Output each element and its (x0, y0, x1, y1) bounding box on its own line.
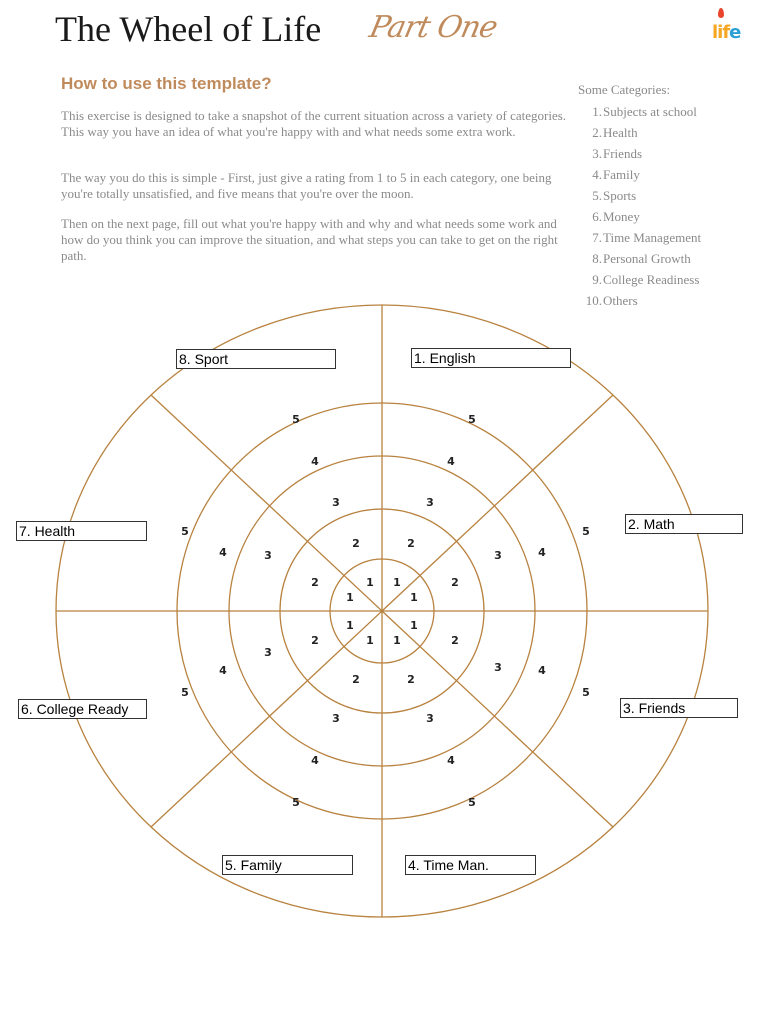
rating-label: 3 (494, 661, 502, 674)
list-item-number: 10. (585, 293, 602, 308)
rating-label: 3 (332, 712, 340, 725)
rating-label: 2 (407, 673, 415, 686)
segment-label-college-ready[interactable]: 6. College Ready (18, 699, 147, 719)
rating-label: 4 (219, 664, 227, 677)
list-item-number: 5. (592, 188, 602, 203)
segment-label-english[interactable]: 1. English (411, 348, 571, 368)
list-item-label: Subjects at school (603, 104, 697, 119)
page-subtitle: Part One (366, 10, 501, 45)
list-item-number: 7. (592, 230, 602, 245)
page-title: The Wheel of Life (55, 9, 322, 49)
list-item-number: 6. (592, 209, 602, 224)
rating-label: 2 (311, 634, 319, 647)
list-item-number: 9. (592, 272, 602, 287)
segment-label-math[interactable]: 2. Math (625, 514, 743, 534)
list-item-label: Sports (603, 188, 637, 203)
rating-label: 3 (264, 646, 272, 659)
rating-label: 5 (468, 413, 476, 426)
list-item-number: 1. (592, 104, 602, 119)
rating-label: 2 (451, 576, 459, 589)
rating-label: 3 (426, 496, 434, 509)
list-item-label: Others (603, 293, 638, 308)
rating-label: 5 (181, 525, 189, 538)
instructions-heading: How to use this template? (61, 74, 272, 93)
rating-label: 2 (407, 537, 415, 550)
list-item-label: Friends (603, 146, 642, 161)
instructions-paragraph-1: This exercise is designed to take a snapshot of the current situation across a variety of categories. This way you have an idea of what you're happy with and what needs some extra work. (61, 108, 567, 139)
rating-label: 3 (426, 712, 434, 725)
rating-label: 1 (410, 591, 418, 604)
instructions-paragraph-3: Then on the next page, fill out what you're happy with and why and what needs some work and how do you think you can improve the situation, and what steps you can take to get on the right path. (61, 216, 558, 263)
segment-label-time-management[interactable]: 4. Time Man. (405, 855, 536, 875)
rating-label: 2 (352, 673, 360, 686)
rating-label: 4 (538, 664, 546, 677)
segment-label-sport[interactable]: 8. Sport (176, 349, 336, 369)
list-item-number: 3. (592, 146, 602, 161)
list-item-label: Health (603, 125, 638, 140)
rating-label: 1 (366, 576, 374, 589)
rating-label: 1 (410, 619, 418, 632)
rating-label: 1 (393, 634, 401, 647)
segment-label-health[interactable]: 7. Health (16, 521, 147, 541)
logo-text-accent: e (729, 22, 741, 43)
logo-text-main: lif (712, 22, 730, 43)
rating-label: 5 (292, 796, 300, 809)
rating-label: 5 (468, 796, 476, 809)
list-item-label: Time Management (603, 230, 702, 245)
rating-label: 5 (292, 413, 300, 426)
rating-label: 1 (346, 619, 354, 632)
rating-label: 5 (181, 686, 189, 699)
segment-label-family[interactable]: 5. Family (222, 855, 353, 875)
rating-label: 1 (393, 576, 401, 589)
rating-label: 1 (346, 591, 354, 604)
rating-label: 5 (582, 686, 590, 699)
rating-label: 2 (311, 576, 319, 589)
list-item-label: Money (603, 209, 640, 224)
rating-label: 2 (352, 537, 360, 550)
rating-label: 4 (538, 546, 546, 559)
list-item-number: 4. (592, 167, 602, 182)
instructions-paragraph-2: The way you do this is simple - First, just give a rating from 1 to 5 in each category, one being you're totally unsatisfied, and five means that you're over the moon. (61, 170, 552, 201)
rating-label: 1 (366, 634, 374, 647)
segment-label-friends[interactable]: 3. Friends (620, 698, 738, 718)
rating-label: 4 (447, 455, 455, 468)
list-item-label: Family (603, 167, 640, 182)
rating-label: 5 (582, 525, 590, 538)
list-item-label: College Readiness (603, 272, 700, 287)
list-item-number: 8. (592, 251, 602, 266)
list-item-label: Personal Growth (603, 251, 691, 266)
rating-label: 3 (264, 549, 272, 562)
list-item-number: 2. (592, 125, 602, 140)
rating-label: 4 (311, 455, 319, 468)
rating-label: 4 (219, 546, 227, 559)
rating-label: 4 (447, 754, 455, 767)
rating-label: 4 (311, 754, 319, 767)
rating-label: 2 (451, 634, 459, 647)
rating-label: 3 (494, 549, 502, 562)
rating-label: 3 (332, 496, 340, 509)
categories-heading: Some Categories: (578, 82, 671, 97)
